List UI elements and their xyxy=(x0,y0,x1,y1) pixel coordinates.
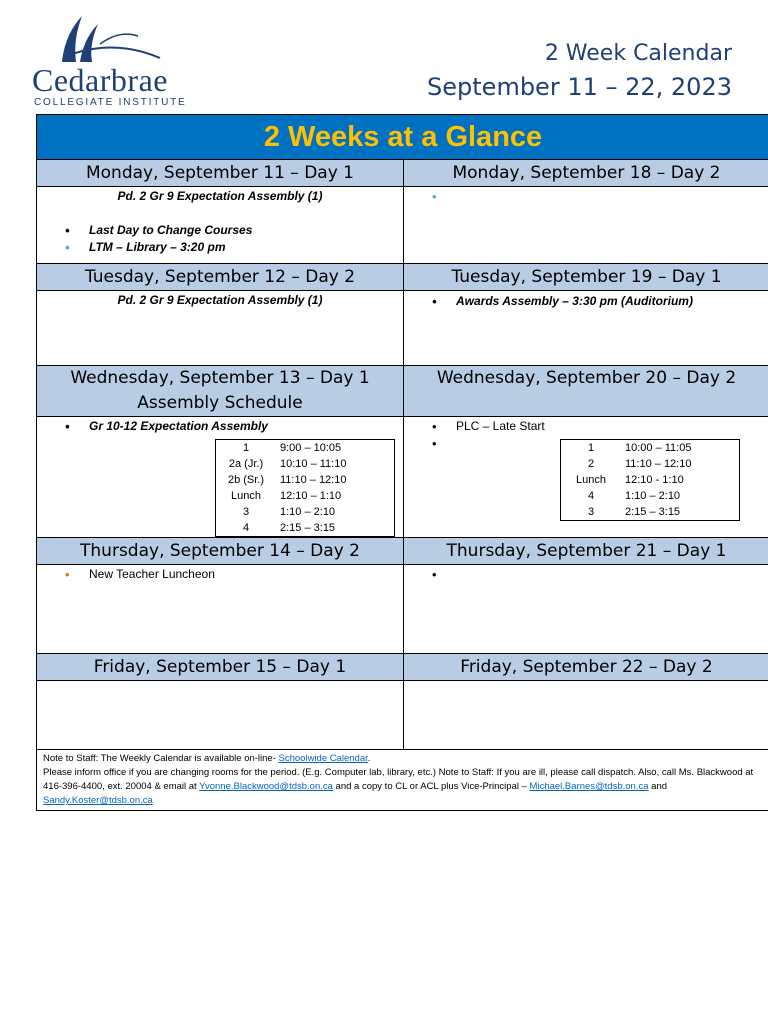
email-link-blackwood[interactable]: Yvonne.Blackwood@tdsb.on.ca xyxy=(199,781,333,792)
schedule-row xyxy=(216,440,350,456)
schoolwide-calendar-link[interactable]: Schoolwide Calendar xyxy=(278,753,368,764)
row-thursday-header xyxy=(37,538,768,565)
day-title: Wednesday, September 20 – Day 2 xyxy=(436,368,737,388)
row-friday-header xyxy=(37,654,768,681)
bullet-icon: • xyxy=(432,419,437,434)
schedule-time: 10:00 – 11:05 xyxy=(625,442,692,454)
schedule-period: Lunch xyxy=(576,474,606,486)
day-body-fri-sep15 xyxy=(37,681,403,749)
schedule-time: 10:10 – 11:10 xyxy=(280,458,347,470)
day-header-fri-sep15: Friday, September 15 – Day 1 xyxy=(37,654,403,680)
schedule-time: 12:10 - 1:10 xyxy=(625,474,684,486)
calendar-table xyxy=(36,114,768,811)
late-start-schedule-table xyxy=(560,439,740,521)
day-body-mon-sep11 xyxy=(37,187,403,263)
schedule-row xyxy=(561,472,695,488)
day-body-tue-sep12 xyxy=(37,291,403,365)
row-monday-header xyxy=(37,160,768,187)
list-item: • Awards Assembly – 3:30 pm (Auditorium) xyxy=(432,294,693,309)
email-link-barnes[interactable]: Michael.Barnes@tdsb.on.ca xyxy=(529,781,649,792)
day-header-tue-sep12: Tuesday, September 12 – Day 2 xyxy=(37,264,403,290)
schedule-period: 1 xyxy=(587,442,595,454)
schedule-time: 11:10 – 12:10 xyxy=(625,458,692,470)
header-dates: September 11 – 22, 2023 xyxy=(427,73,732,101)
schedule-time: 2:15 – 3:15 xyxy=(280,522,336,534)
bullet-icon: • xyxy=(432,189,437,204)
schedule-period: 3 xyxy=(242,506,250,518)
event-lead: Pd. 2 Gr 9 Expectation Assembly (1) xyxy=(117,189,323,203)
day-header-wed-sep13 xyxy=(37,366,403,416)
list-item: • LTM – Library – 3:20 pm xyxy=(65,240,226,255)
schedule-row xyxy=(216,504,350,520)
schedule-period: 2a (Jr.) xyxy=(228,458,264,470)
schedule-time: 1:10 – 2:10 xyxy=(625,490,681,502)
list-item: • New Teacher Luncheon xyxy=(65,567,215,582)
assembly-schedule-table xyxy=(215,439,395,537)
calendar-header xyxy=(427,38,732,104)
schedule-time: 2:15 – 3:15 xyxy=(625,506,681,518)
banner-title: 2 Weeks at a Glance xyxy=(37,115,768,160)
day-header-thu-sep14: Thursday, September 14 – Day 2 xyxy=(37,538,403,564)
day-body-thu-sep21 xyxy=(403,565,768,653)
row-thursday-body xyxy=(37,565,768,654)
schedule-row xyxy=(561,488,695,504)
logo-name: Cedarbrae xyxy=(32,62,168,98)
list-item: • Gr 10-12 Expectation Assembly xyxy=(65,419,268,434)
schedule-row xyxy=(561,504,695,520)
day-body-tue-sep19 xyxy=(403,291,768,365)
school-logo xyxy=(30,14,195,106)
bullet-icon: • xyxy=(65,223,70,238)
day-header-thu-sep21: Thursday, September 21 – Day 1 xyxy=(403,538,768,564)
day-header-mon-sep18: Monday, September 18 – Day 2 xyxy=(403,160,768,186)
event-lead: Pd. 2 Gr 9 Expectation Assembly (1) xyxy=(117,293,323,307)
day-header-fri-sep22: Friday, September 22 – Day 2 xyxy=(403,654,768,680)
bullet-icon: • xyxy=(432,294,437,309)
schedule-period: 3 xyxy=(587,506,595,518)
schedule-time: 11:10 – 12:10 xyxy=(280,474,347,486)
bullet-icon: • xyxy=(432,436,437,451)
schedule-row xyxy=(216,456,350,472)
day-title: Wednesday, September 13 – Day 1 xyxy=(70,368,370,388)
row-friday-body xyxy=(37,681,768,750)
schedule-time: 1:10 – 2:10 xyxy=(280,506,336,518)
day-header-tue-sep19: Tuesday, September 19 – Day 1 xyxy=(403,264,768,290)
list-item: • Last Day to Change Courses xyxy=(65,223,253,238)
day-body-thu-sep14 xyxy=(37,565,403,653)
day-body-wed-sep13 xyxy=(37,417,403,537)
row-tuesday-header xyxy=(37,264,768,291)
bullet-icon: • xyxy=(432,567,437,582)
schedule-period: 4 xyxy=(242,522,250,534)
logo-subtitle: COLLEGIATE INSTITUTE xyxy=(34,97,187,108)
schedule-row xyxy=(561,440,695,456)
day-header-wed-sep20 xyxy=(403,366,768,416)
schedule-period: 2b (Sr.) xyxy=(227,474,265,486)
list-item: • PLC – Late Start xyxy=(432,419,545,434)
row-wednesday-body xyxy=(37,417,768,538)
schedule-row xyxy=(216,472,350,488)
schedule-period: 4 xyxy=(587,490,595,502)
email-link-koster[interactable]: Sandy.Koster@tdsb.on.ca xyxy=(43,795,153,806)
day-body-mon-sep18 xyxy=(403,187,768,263)
day-header-mon-sep11: Monday, September 11 – Day 1 xyxy=(37,160,403,186)
day-body-fri-sep22 xyxy=(403,681,768,749)
bullet-icon: • xyxy=(65,240,70,255)
schedule-period: 1 xyxy=(242,442,250,454)
day-body-wed-sep20 xyxy=(403,417,768,537)
day-subtitle: Assembly Schedule xyxy=(137,393,303,413)
schedule-time: 9:00 – 10:05 xyxy=(280,442,342,454)
schedule-row xyxy=(216,520,350,536)
row-monday-body xyxy=(37,187,768,264)
schedule-period: Lunch xyxy=(231,490,261,502)
cedar-tree-icon xyxy=(52,14,162,64)
bullet-icon: • xyxy=(65,419,70,434)
schedule-row xyxy=(561,456,695,472)
row-tuesday-body xyxy=(37,291,768,366)
schedule-period: 2 xyxy=(587,458,595,470)
schedule-time: 12:10 – 1:10 xyxy=(280,490,342,502)
header-title: 2 Week Calendar xyxy=(544,41,732,66)
staff-note: Note to Staff: The Weekly Calendar is available on-line- Schoolwide Calendar. Please inform office if you are changing rooms for the period. (E.g. Computer lab, library, etc.) Note to Staff: If you are ill, please call dispatch. Also, call Ms. Blackwood at 416-396-4400, ext. 20004 & email at Yvonne.Blackwood@tdsb.on.ca and a copy to CL or ACL plus Vice-Principal – Michael.Barnes@tdsb.on.ca and Sandy.Koster@tdsb.on.ca xyxy=(43,753,754,806)
row-wednesday-header xyxy=(37,366,768,417)
bullet-icon: • xyxy=(65,567,70,582)
schedule-row xyxy=(216,488,350,504)
